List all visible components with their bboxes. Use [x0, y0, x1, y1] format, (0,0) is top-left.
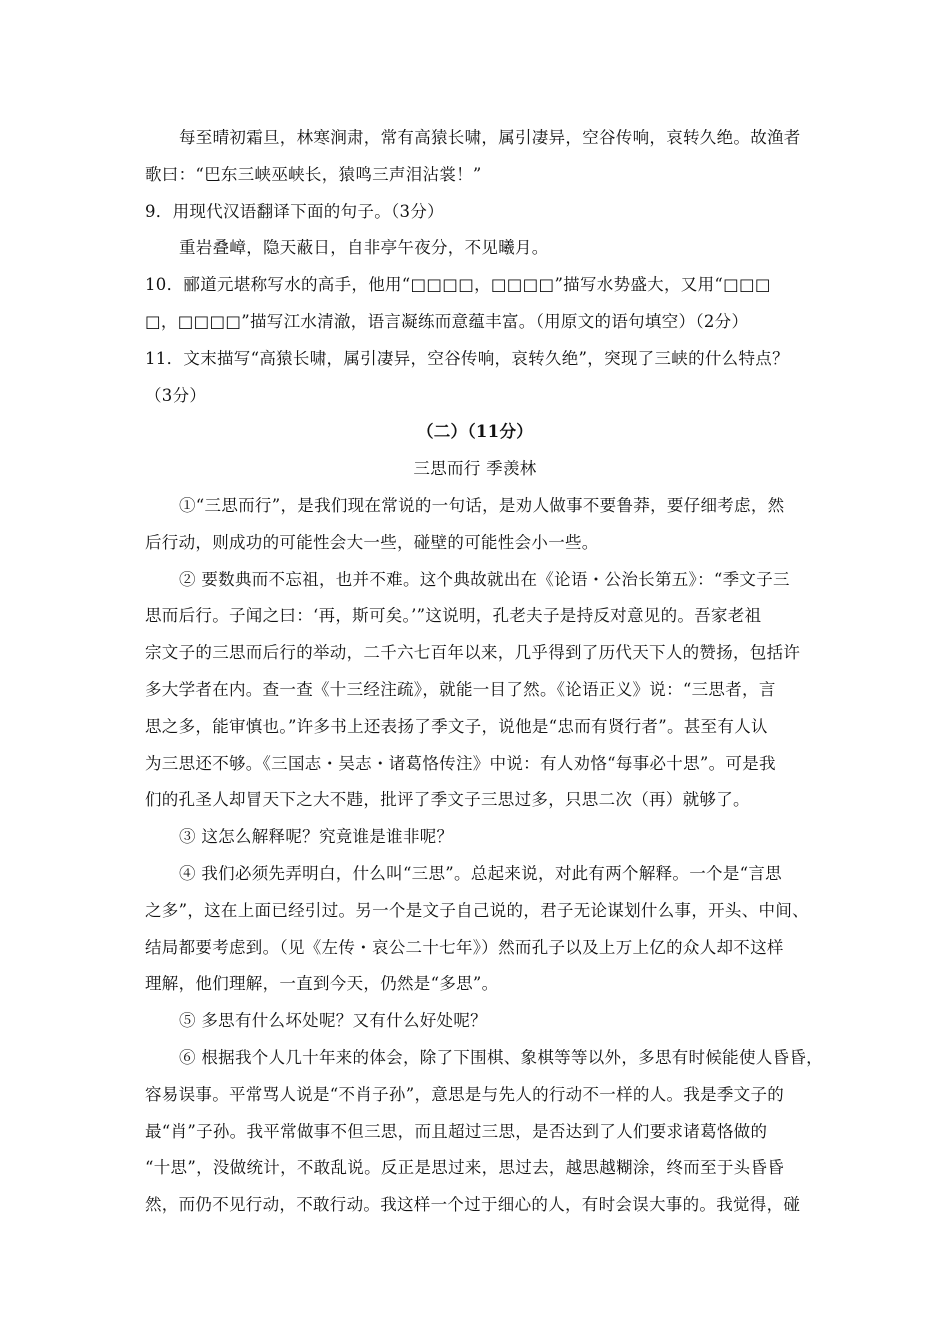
- text-line: 理解，他们理解，一直到今天，仍然是“多思”。: [145, 974, 499, 994]
- paragraph-6: ⑥ 根据我个人几十年来的体会，除了下围棋、象棋等等以外，多思有时候能使人昏昏，: [179, 1047, 823, 1067]
- question-9: 9．用现代汉语翻译下面的句子。（3分）: [145, 201, 444, 221]
- text-line: 重岩叠嶂，隐天蔽日，自非亭午夜分，不见曦月。: [179, 238, 549, 258]
- text-line: 思而后行。子闻之曰：‘再，斯可矣。’”这说明，孔老夫子是持反对意见的。吾家老祖: [145, 606, 762, 626]
- text-line: “十思”，没做统计，不敢乱说。反正是思过来，思过去，越思越糊涂，终而至于头昏昏: [145, 1158, 785, 1178]
- paragraph-5: ⑤ 多思有什么坏处呢？又有什么好处呢？: [179, 1011, 487, 1031]
- text-line: 思之多，能审慎也。”许多书上还表扬了季文子，说他是“忠而有贤行者”。甚至有人认: [145, 716, 768, 736]
- document-page: [145, 120, 823, 1224]
- paragraph-4: ④ 我们必须先弄明白，什么叫“三思”。总起来说，对此有两个解释。一个是“言思: [179, 863, 782, 883]
- text-line: 多大学者在内。查一查《十三经注疏》，就能一目了然。《论语正义》说：“三思者，言: [145, 679, 776, 699]
- article-title: 三思而行 季羡林: [413, 459, 537, 479]
- text-line: 容易误事。平常骂人说是“不肖子孙”，意思是与先人的行动不一样的人。我是季文子的: [145, 1084, 785, 1104]
- text-line: □，□□□□”描写江水清澈，语言凝练而意蕴丰富。（用原文的语句填空）（2分）: [145, 311, 749, 331]
- paragraph-2: ② 要数典而不忘祖，也并不难。这个典故就出在《论语・公治长第五》：“季文子三: [179, 569, 790, 589]
- text-line: （3分）: [145, 385, 207, 405]
- question-11: 11．文末描写“高猿长啸，属引凄异，空谷传响，哀转久绝”，突现了三峡的什么特点？: [145, 348, 789, 368]
- text-line: 之多”，这在上面已经引过。另一个是文子自己说的，君子无论谋划什么事，开头、中间、: [145, 900, 809, 920]
- text-line: 歌曰：“巴东三峡巫峡长，猿鸣三声泪沾裳！”: [145, 164, 482, 184]
- section-heading: （二）（11分）: [416, 422, 534, 442]
- text-line: 后行动，则成功的可能性会大一些，碰壁的可能性会小一些。: [145, 532, 599, 552]
- paragraph-1: ①“三思而行”，是我们现在常说的一句话，是劝人做事不要鲁莽，要仔细考虑，然: [179, 495, 785, 515]
- text-line: 每至晴初霜旦，林寒涧肃，常有高猿长啸，属引凄异，空谷传响，哀转久绝。故渔者: [179, 128, 801, 147]
- text-line: 最“肖”子孙。我平常做事不但三思，而且超过三思，是否达到了人们要求诸葛恪做的: [145, 1121, 768, 1141]
- text-line: 结局都要考虑到。（见《左传・哀公二十七年》）然而孔子以及上万上亿的众人却不这样: [145, 937, 784, 957]
- text-line: 然，而仍不见行动，不敢行动。我这样一个过于细心的人，有时会误大事的。我觉得，碰: [145, 1195, 801, 1215]
- text-line: 宗文子的三思而后行的举动，二千六七百年以来，几乎得到了历代天下人的赞扬，包括许: [145, 643, 801, 663]
- question-10: 10．郦道元堪称写水的高手，他用“□□□□，□□□□”描写水势盛大，又用“□□□: [145, 275, 771, 295]
- text-line: 们的孔圣人却冒天下之大不韪，批评了季文子三思过多，只思二次（再）就够了。: [145, 790, 750, 810]
- text-line: 为三思还不够。《三国志・吴志・诸葛恪传注》中说：有人劝恪“每事必十思”。可是我: [145, 753, 776, 773]
- paragraph-3: ③ 这怎么解释呢？究竟谁是谁非呢？: [179, 827, 454, 847]
